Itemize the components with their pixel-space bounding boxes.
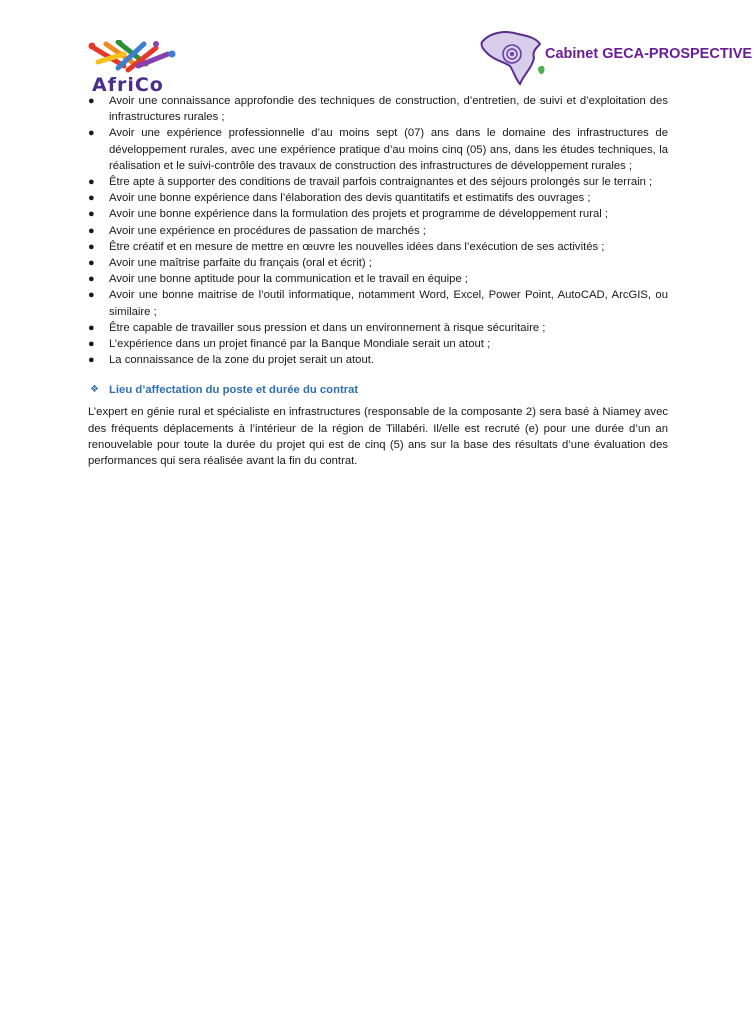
list-item-text: Avoir une connaissance approfondie des techniques de construction, d’entretien, de suivi et d’exploitation des infrastructures rurales ; — [109, 95, 668, 124]
bullet-icon: ● — [88, 289, 95, 302]
list-item-text: L’expérience dans un projet financé par la Banque Mondiale serait un atout ; — [109, 338, 491, 351]
list-item — [88, 174, 668, 190]
list-item-text: Avoir une bonne aptitude pour la communication et le travail en équipe ; — [109, 273, 469, 286]
list-item — [88, 93, 668, 125]
africo-logo-text: AfriCo — [92, 74, 164, 96]
section-heading-text: Lieu d’affectation du poste et durée du contrat — [109, 384, 359, 397]
africa-map-icon — [476, 28, 556, 88]
page-header — [0, 0, 756, 95]
list-item — [88, 271, 668, 287]
list-item — [88, 320, 668, 336]
bullet-icon: ● — [88, 273, 95, 286]
list-item — [88, 352, 668, 368]
bullet-icon: ● — [88, 224, 95, 237]
list-item-text: Avoir une maîtrise parfaite du français (oral et écrit) ; — [109, 257, 372, 270]
geca-prospective-logo — [476, 28, 753, 88]
bullet-icon: ● — [88, 354, 95, 367]
bullet-icon: ● — [88, 338, 95, 351]
bullet-icon: ● — [88, 257, 95, 270]
list-item-text: Avoir une bonne expérience dans la formulation des projets et programme de développement rural ; — [109, 208, 609, 221]
list-item — [88, 206, 668, 222]
list-item-text: Être apte à supporter des conditions de travail parfois contraignantes et des séjours prolongés sur le terrain ; — [109, 176, 653, 189]
list-item — [88, 255, 668, 271]
section-heading — [88, 382, 668, 398]
section-paragraph: L’expert en génie rural et spécialiste en infrastructures (responsable de la composante 2) sera basé à Niamey avec des fréquents déplacements à l’intérieur de la région de Tillabéri. Il/elle est recruté (e) pour une durée d’un an renouvelable pour toute la durée du projet qui est de cinq (5) ans sur la base des résultats d’une évaluation des performances qui sera réalisée avant la fin du contrat. — [88, 406, 668, 468]
africo-logo — [84, 40, 194, 96]
document-body — [88, 93, 668, 469]
bullet-icon: ● — [88, 240, 95, 253]
list-item — [88, 336, 668, 352]
requirements-list — [88, 93, 668, 368]
bullet-icon: ● — [88, 176, 95, 189]
bullet-icon: ● — [88, 208, 95, 221]
bullet-icon: ● — [88, 321, 95, 334]
list-item-text: Avoir une expérience en procédures de passation de marchés ; — [109, 224, 426, 237]
list-item-text: Être capable de travailler sous pression et dans un environnement à risque sécuritaire ; — [109, 321, 546, 334]
bullet-icon: ● — [88, 95, 95, 107]
list-item — [88, 190, 668, 206]
list-item-text: La connaissance de la zone du projet serait un atout. — [109, 354, 375, 367]
list-item-text: Avoir une expérience professionnelle d’au moins sept (07) ans dans le domaine des infrastructures de développement rurales, avec une expérience pratique d’au moins cinq (05) ans, dans les études techniques, la réalisation et le suivi-contrôle des travaux de construction des infrastructures de développement rurales ; — [109, 127, 668, 172]
bullet-icon: ● — [88, 192, 95, 205]
list-item — [88, 287, 668, 319]
list-item — [88, 239, 668, 255]
africo-people-icon — [84, 40, 194, 74]
bullet-icon: ● — [88, 127, 95, 140]
list-item — [88, 125, 668, 174]
list-item — [88, 223, 668, 239]
list-item-text: Avoir une bonne maitrise de l’outil informatique, notamment Word, Excel, Power Point, AutoCAD, ArcGIS, ou similaire ; — [109, 289, 668, 318]
geca-prospective-logo-text: Cabinet GECA-PROSPECTIVE — [545, 46, 753, 62]
list-item-text: Avoir une bonne expérience dans l’élaboration des devis quantitatifs et estimatifs des ouvrages ; — [109, 192, 591, 205]
list-item-text: Être créatif et en mesure de mettre en œuvre les nouvelles idées dans l’exécution de ses activités ; — [109, 240, 605, 253]
diamond-bullet-icon: ❖ — [90, 384, 99, 396]
